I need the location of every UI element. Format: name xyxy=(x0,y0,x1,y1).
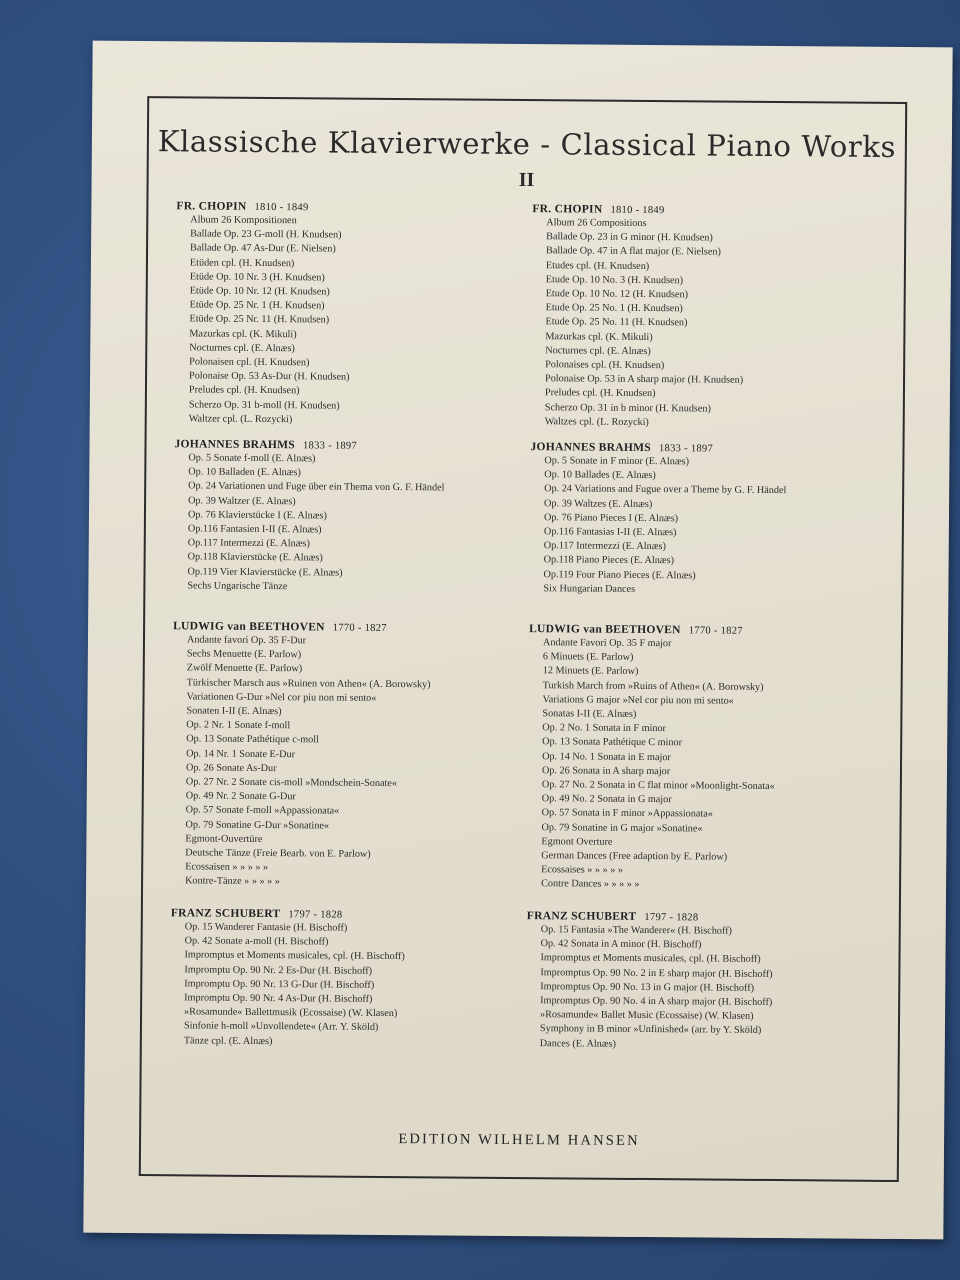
work-item: Op.117 Intermezzi (E. Alnæs) xyxy=(187,537,310,550)
work-item: Nocturnes cpl. (E. Alnæs) xyxy=(545,345,651,357)
work-item: Mazurkas cpl. (K. Mikuli) xyxy=(545,330,653,343)
composer-years: 1810 - 1849 xyxy=(254,201,309,214)
work-item: Impromptus Op. 90 No. 4 in A sharp major (H. Bischoff) xyxy=(540,995,773,1009)
work-item: Six Hungarian Dances xyxy=(543,583,636,595)
work-item: Etüde Op. 10 Nr. 3 (H. Knudsen) xyxy=(189,271,325,284)
publisher-imprint: EDITION WILHELM HANSEN xyxy=(398,1131,640,1149)
work-item: Op. 39 Waltzer (E. Alnæs) xyxy=(188,495,296,507)
work-item: Op. 39 Waltzes (E. Alnæs) xyxy=(544,497,653,510)
work-item: Impromptu Op. 90 Nr. 13 G-Dur (H. Bischoff) xyxy=(184,978,375,991)
work-item: Sechs Ungarische Tänze xyxy=(187,580,288,593)
works-list xyxy=(184,920,516,1050)
work-item: Impromptu Op. 90 Nr. 2 Es-Dur (H. Bischoff) xyxy=(184,963,373,977)
work-item: Etude Op. 10 No. 12 (H. Knudsen) xyxy=(545,288,689,301)
work-item: Nocturnes cpl. (E. Alnæs) xyxy=(189,342,295,355)
work-item: Impromptu Op. 90 Nr. 4 As-Dur (H. Bischoff) xyxy=(184,992,373,1005)
work-item: Op. 14 Nr. 1 Sonate E-Dur xyxy=(186,748,296,760)
composer-section xyxy=(531,203,878,432)
works-list xyxy=(189,213,522,429)
work-item: »Rosamunde« Ballettmusik (Ecossaise) (W. Klasen) xyxy=(184,1006,398,1020)
work-item: Op. 57 Sonate f-moll »Appassionata« xyxy=(185,804,340,818)
work-item: Op.119 Vier Klavierstücke (E. Alnæs) xyxy=(187,566,343,579)
volume-number: II xyxy=(518,168,535,192)
composer-section xyxy=(173,438,519,596)
work-item: Op. 5 Sonate f-moll (E. Alnæs) xyxy=(188,452,316,465)
composer-section xyxy=(175,200,522,429)
work-item: Sinfonie h-moll »Unvollendete« (Arr. Y. Sköld) xyxy=(183,1020,379,1034)
work-item: Op. 15 Fantasia »The Wanderer« (H. Bischoff) xyxy=(540,924,732,937)
composer-years: 1810 - 1849 xyxy=(610,204,665,217)
work-item: Op. 5 Sonate in F minor (E. Alnæs) xyxy=(544,455,690,468)
works-list xyxy=(545,216,878,432)
work-item: Op.117 Intermezzi (E. Alnæs) xyxy=(543,540,666,553)
work-item: Op. 26 Sonata in A sharp major xyxy=(541,765,671,778)
work-item: Op. 76 Piano Pieces I (E. Alnæs) xyxy=(543,512,679,525)
works-list xyxy=(185,633,518,891)
work-item: Etude Op. 25 No. 11 (H. Knudsen) xyxy=(545,316,688,329)
work-item: Symphony in B minor »Unfinished« (arr. by Y. Sköld) xyxy=(539,1023,762,1037)
work-item: Etudes cpl. (H. Knudsen) xyxy=(545,259,650,272)
work-item: Variations G major »Nel cor piu non mi sento« xyxy=(542,694,734,707)
work-item: Deutsche Tänze (Freie Bearb. von E. Parlow) xyxy=(185,847,371,860)
work-item: Turkish March from »Ruins of Athen« (A. Borowsky) xyxy=(542,679,764,693)
work-item: Op. 76 Klavierstücke I (E. Alnæs) xyxy=(187,509,327,522)
work-item: Egmont-Ouvertüre xyxy=(185,833,263,845)
work-item: Tänze cpl. (E. Alnæs) xyxy=(183,1035,273,1047)
work-item: Polonaises cpl. (H. Knudsen) xyxy=(545,359,665,372)
work-item: Sonaten I-II (E. Alnæs) xyxy=(186,705,282,718)
work-item: Op.116 Fantasien I-II (E. Alnæs) xyxy=(187,523,322,536)
work-item: Ballade Op. 47 in A flat major (E. Nielsen) xyxy=(546,245,721,258)
composer-years: 1797 - 1828 xyxy=(644,912,699,924)
work-item: Op. 13 Sonate Pathétique c-moll xyxy=(186,733,319,746)
work-item: Andante Favori Op. 35 F major xyxy=(542,637,672,650)
work-item: Variationen G-Dur »Nel cor piu non mi sento« xyxy=(186,691,377,704)
work-item: Andante favori Op. 35 F-Dur xyxy=(186,634,307,647)
composer-name: LUDWIG van BEETHOVEN xyxy=(529,623,681,637)
work-item: Polonaise Op. 53 As-Dur (H. Knudsen) xyxy=(189,370,350,383)
work-item: Mazurkas cpl. (K. Mikuli) xyxy=(189,328,297,340)
english-column xyxy=(526,203,877,1050)
composer-section xyxy=(527,623,874,894)
work-item: Op.118 Piano Pieces (E. Alnæs) xyxy=(543,554,675,567)
work-item: Türkischer Marsch aus »Ruinen von Athen« (A. Borowsky) xyxy=(186,677,431,690)
work-item: Etude Op. 25 No. 1 (H. Knudsen) xyxy=(545,302,683,315)
work-item: Sonatas I-II (E. Alnæs) xyxy=(542,708,637,720)
work-item: Album 26 Kompositionen xyxy=(190,214,297,227)
work-item: Op. 15 Wanderer Fantasie (H. Bischoff) xyxy=(184,921,348,934)
work-item: Op. 27 No. 2 Sonata in C flat minor »Moonlight-Sonata« xyxy=(541,779,775,793)
composer-section xyxy=(526,910,872,1054)
work-item: Op. 49 Nr. 2 Sonate G-Dur xyxy=(185,790,296,803)
works-list xyxy=(187,451,519,596)
work-item: 12 Minuets (E. Parlow) xyxy=(542,665,639,678)
work-item: Op. 14 No. 1 Sonata in E major xyxy=(542,750,671,763)
work-item: Waltzer cpl. (L. Rozycki) xyxy=(188,413,293,426)
work-item: Contre Dances » » » » » xyxy=(541,878,640,891)
work-item: Ballade Op. 23 in G minor (H. Knudsen) xyxy=(546,231,713,244)
work-item: Waltzes cpl. (L. Rozycki) xyxy=(544,416,649,428)
works-list xyxy=(540,923,872,1053)
composer-section xyxy=(170,907,516,1051)
work-item: Op. 49 No. 2 Sonata in G major xyxy=(541,793,672,806)
work-item: Op. 26 Sonate As-Dur xyxy=(185,762,277,774)
work-item: Op. 10 Ballades (E. Alnæs) xyxy=(544,469,656,482)
work-item: Preludes cpl. (H. Knudsen) xyxy=(188,384,300,397)
composer-name: FRANZ SCHUBERT xyxy=(170,907,281,921)
work-item: Op.116 Fantasias I-II (E. Alnæs) xyxy=(543,526,677,539)
work-item: Op. 2 Nr. 1 Sonate f-moll xyxy=(186,719,291,732)
work-item: Polonaisen cpl. (H. Knudsen) xyxy=(189,356,310,369)
composer-section xyxy=(529,441,875,599)
works-list xyxy=(543,454,875,599)
work-item: Scherzo Op. 31 in b minor (H. Knudsen) xyxy=(544,401,711,415)
work-item: Op. 79 Sonatine in G major »Sonatine« xyxy=(541,821,703,835)
work-item: Impromptus Op. 90 No. 2 in E sharp major (H. Bischoff) xyxy=(540,966,773,980)
work-item: Etüde Op. 25 Nr. 1 (H. Knudsen) xyxy=(189,299,325,312)
composer-name: FR. CHOPIN xyxy=(176,200,247,213)
work-item: Ecossaisen » » » » » xyxy=(185,861,269,874)
works-list xyxy=(541,636,874,894)
work-item: Op. 79 Sonatine G-Dur »Sonatine« xyxy=(185,819,330,832)
work-item: Op. 57 Sonata in F minor »Appassionata« xyxy=(541,807,713,820)
work-item: Kontre-Tänze » » » » » xyxy=(185,875,280,888)
work-item: Op. 13 Sonata Pathétique C minor xyxy=(542,736,683,749)
composer-name: JOHANNES BRAHMS xyxy=(174,438,296,452)
work-item: Dances (E. Alnæs) xyxy=(539,1037,616,1050)
work-item: Op. 10 Balladen (E. Alnæs) xyxy=(188,466,301,479)
work-item: German Dances (Free adaption by E. Parlow) xyxy=(541,850,728,863)
composer-years: 1770 - 1827 xyxy=(688,625,743,637)
work-item: Sechs Menuette (E. Parlow) xyxy=(186,648,302,661)
composer-name: FRANZ SCHUBERT xyxy=(526,910,637,923)
german-column xyxy=(170,200,521,1047)
work-item: Ecossaises » » » » » xyxy=(541,864,624,877)
composer-name: JOHANNES BRAHMS xyxy=(530,441,652,455)
work-item: Op. 24 Variations and Fugue over a Theme by G. F. Händel xyxy=(544,483,787,497)
work-item: Op.118 Klavierstücke (E. Alnæs) xyxy=(187,551,323,564)
work-item: Polonaise Op. 53 in A sharp major (H. Knudsen) xyxy=(545,373,744,386)
work-item: Etüde Op. 25 Nr. 11 (H. Knudsen) xyxy=(189,313,330,326)
work-item: Etude Op. 10 No. 3 (H. Knudsen) xyxy=(545,274,684,287)
page-title: Klassische Klavierwerke - Classical Piano Works xyxy=(157,124,897,164)
work-item: Etüde Op. 10 Nr. 12 (H. Knudsen) xyxy=(189,285,330,298)
work-item: Op. 42 Sonate a-moll (H. Bischoff) xyxy=(184,935,329,948)
composer-years: 1833 - 1897 xyxy=(658,443,714,455)
composer-years: 1833 - 1897 xyxy=(302,440,358,452)
work-item: Preludes cpl. (H. Knudsen) xyxy=(544,387,656,400)
composer-years: 1770 - 1827 xyxy=(332,622,387,634)
composer-section xyxy=(171,620,518,891)
work-item: Scherzo Op. 31 b-moll (H. Knudsen) xyxy=(188,399,340,412)
work-item: Impromptus Op. 90 No. 13 in G major (H. Bischoff) xyxy=(540,980,755,994)
composer-name: FR. CHOPIN xyxy=(532,203,603,216)
work-item: Op.119 Four Piano Pieces (E. Alnæs) xyxy=(543,568,696,582)
work-item: Ballade Op. 47 As-Dur (E. Nielsen) xyxy=(190,242,336,255)
work-item: Etüden cpl. (H. Knudsen) xyxy=(189,257,295,269)
work-item: Album 26 Compositions xyxy=(546,217,647,229)
work-item: Ballade Op. 23 G-moll (H. Knudsen) xyxy=(190,228,342,241)
work-item: 6 Minuets (E. Parlow) xyxy=(542,651,634,664)
work-item: Impromptus et Moments musicales, cpl. (H. Bischoff) xyxy=(540,952,761,966)
composer-name: LUDWIG van BEETHOVEN xyxy=(173,620,325,634)
work-item: Egmont Overture xyxy=(541,836,613,848)
work-item: »Rosamunde« Ballet Music (Ecossaise) (W. Klasen) xyxy=(540,1009,754,1023)
page-border xyxy=(139,96,907,1182)
work-item: Zwölf Menuette (E. Parlow) xyxy=(186,662,303,675)
work-item: Op. 24 Variationen und Fuge über ein Thema von G. F. Händel xyxy=(188,480,445,494)
work-item: Op. 27 Nr. 2 Sonate cis-moll »Mondschein-Sonate« xyxy=(185,776,398,790)
work-item: Op. 42 Sonata in A minor (H. Bischoff) xyxy=(540,938,702,951)
catalog-page xyxy=(83,41,952,1240)
work-item: Impromptus et Moments musicales, cpl. (H. Bischoff) xyxy=(184,949,405,963)
work-item: Op. 2 No. 1 Sonata in F minor xyxy=(542,722,667,735)
composer-years: 1797 - 1828 xyxy=(288,909,343,921)
